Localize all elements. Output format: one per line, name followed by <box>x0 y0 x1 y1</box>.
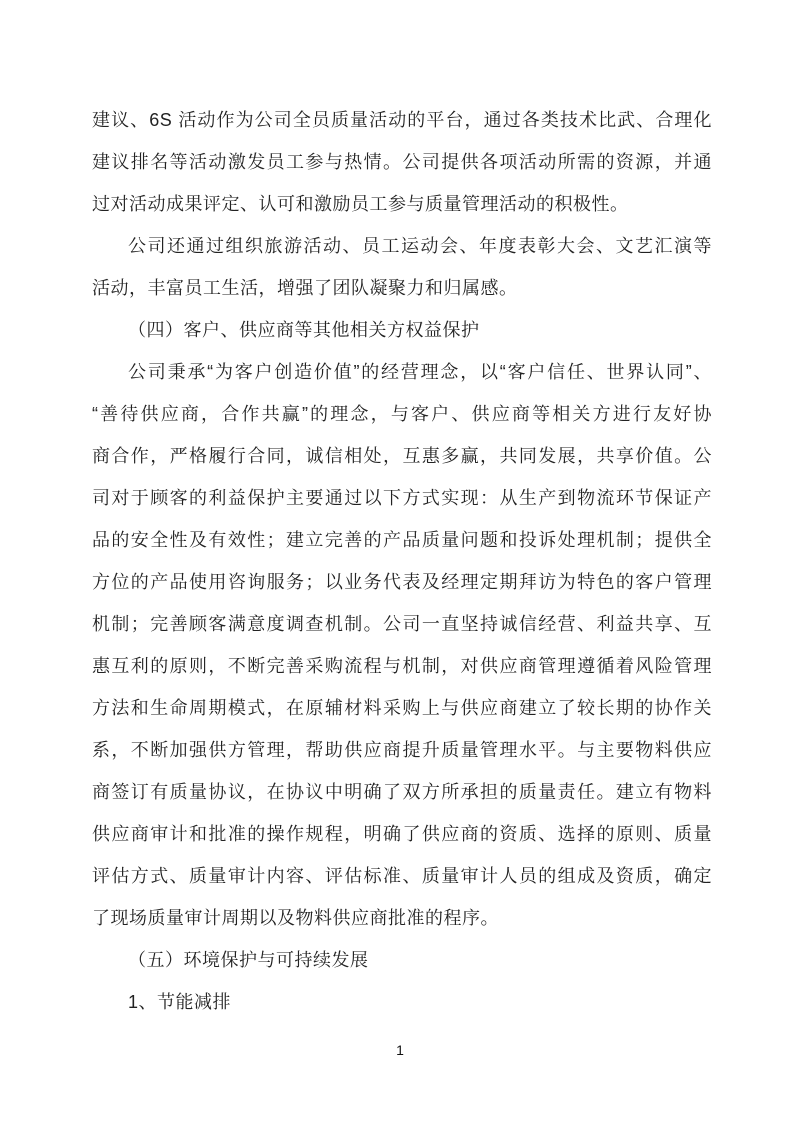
text-line: （五）环境保护与可持续发展 <box>128 950 369 970</box>
section-heading <box>92 939 712 981</box>
text-line: 司对于顾客的利益保护主要通过以下方式实现：从生产到物流环节保证产 <box>92 488 712 508</box>
text-line: 活动，丰富员工生活，增强了团队凝聚力和归属感。 <box>92 278 518 298</box>
paragraph <box>92 351 712 939</box>
text-line: 惠互利的原则，不断完善采购流程与机制，对供应商管理遵循着风险管理 <box>92 656 712 676</box>
text-line: （四）客户、供应商等其他相关方权益保护 <box>128 320 480 340</box>
text-line: 机制；完善顾客满意度调查机制。公司一直坚持诚信经营、利益共享、互 <box>92 614 712 634</box>
text-line: 过对活动成果评定、认可和激励员工参与质量管理活动的积极性。 <box>92 194 629 214</box>
page-text <box>92 99 712 1023</box>
text-line: 1、节能减排 <box>128 992 232 1012</box>
list-item <box>92 981 712 1023</box>
text-line: 建议、6S 活动作为公司全员质量活动的平台，通过各类技术比武、合理化 <box>92 110 712 130</box>
text-line: 商合作，严格履行合同，诚信相处，互惠多赢，共同发展，共享价值。公 <box>92 446 712 466</box>
text-line: “善待供应商，合作共赢”的理念，与客户、供应商等相关方进行友好协 <box>92 404 712 424</box>
text-line: 供应商审计和批准的操作规程，明确了供应商的资质、选择的原则、质量 <box>92 824 712 844</box>
text-line: 商签订有质量协议，在协议中明确了双方所承担的质量责任。建立有物料 <box>92 782 712 802</box>
page-number: 1 <box>396 1042 404 1058</box>
text-line: 品的安全性及有效性；建立完善的产品质量问题和投诉处理机制；提供全 <box>92 530 712 550</box>
text-line: 公司秉承“为客户创造价值”的经营理念，以“客户信任、世界认同”、 <box>128 362 712 382</box>
text-line: 方法和生命周期模式，在原辅材料采购上与供应商建立了较长期的协作关 <box>92 698 712 718</box>
text-line: 评估方式、质量审计内容、评估标准、质量审计人员的组成及资质，确定 <box>92 866 712 886</box>
text-line: 系，不断加强供方管理，帮助供应商提升质量管理水平。与主要物料供应 <box>92 740 712 760</box>
paragraph <box>92 225 712 309</box>
text-line: 公司还通过组织旅游活动、员工运动会、年度表彰大会、文艺汇演等 <box>128 236 712 256</box>
text-line: 方位的产品使用咨询服务；以业务代表及经理定期拜访为特色的客户管理 <box>92 572 712 592</box>
paragraph <box>92 99 712 225</box>
text-line: 建议排名等活动激发员工参与热情。公司提供各项活动所需的资源，并通 <box>92 152 712 172</box>
section-heading <box>92 309 712 351</box>
text-line: 了现场质量审计周期以及物料供应商批准的程序。 <box>92 908 499 928</box>
